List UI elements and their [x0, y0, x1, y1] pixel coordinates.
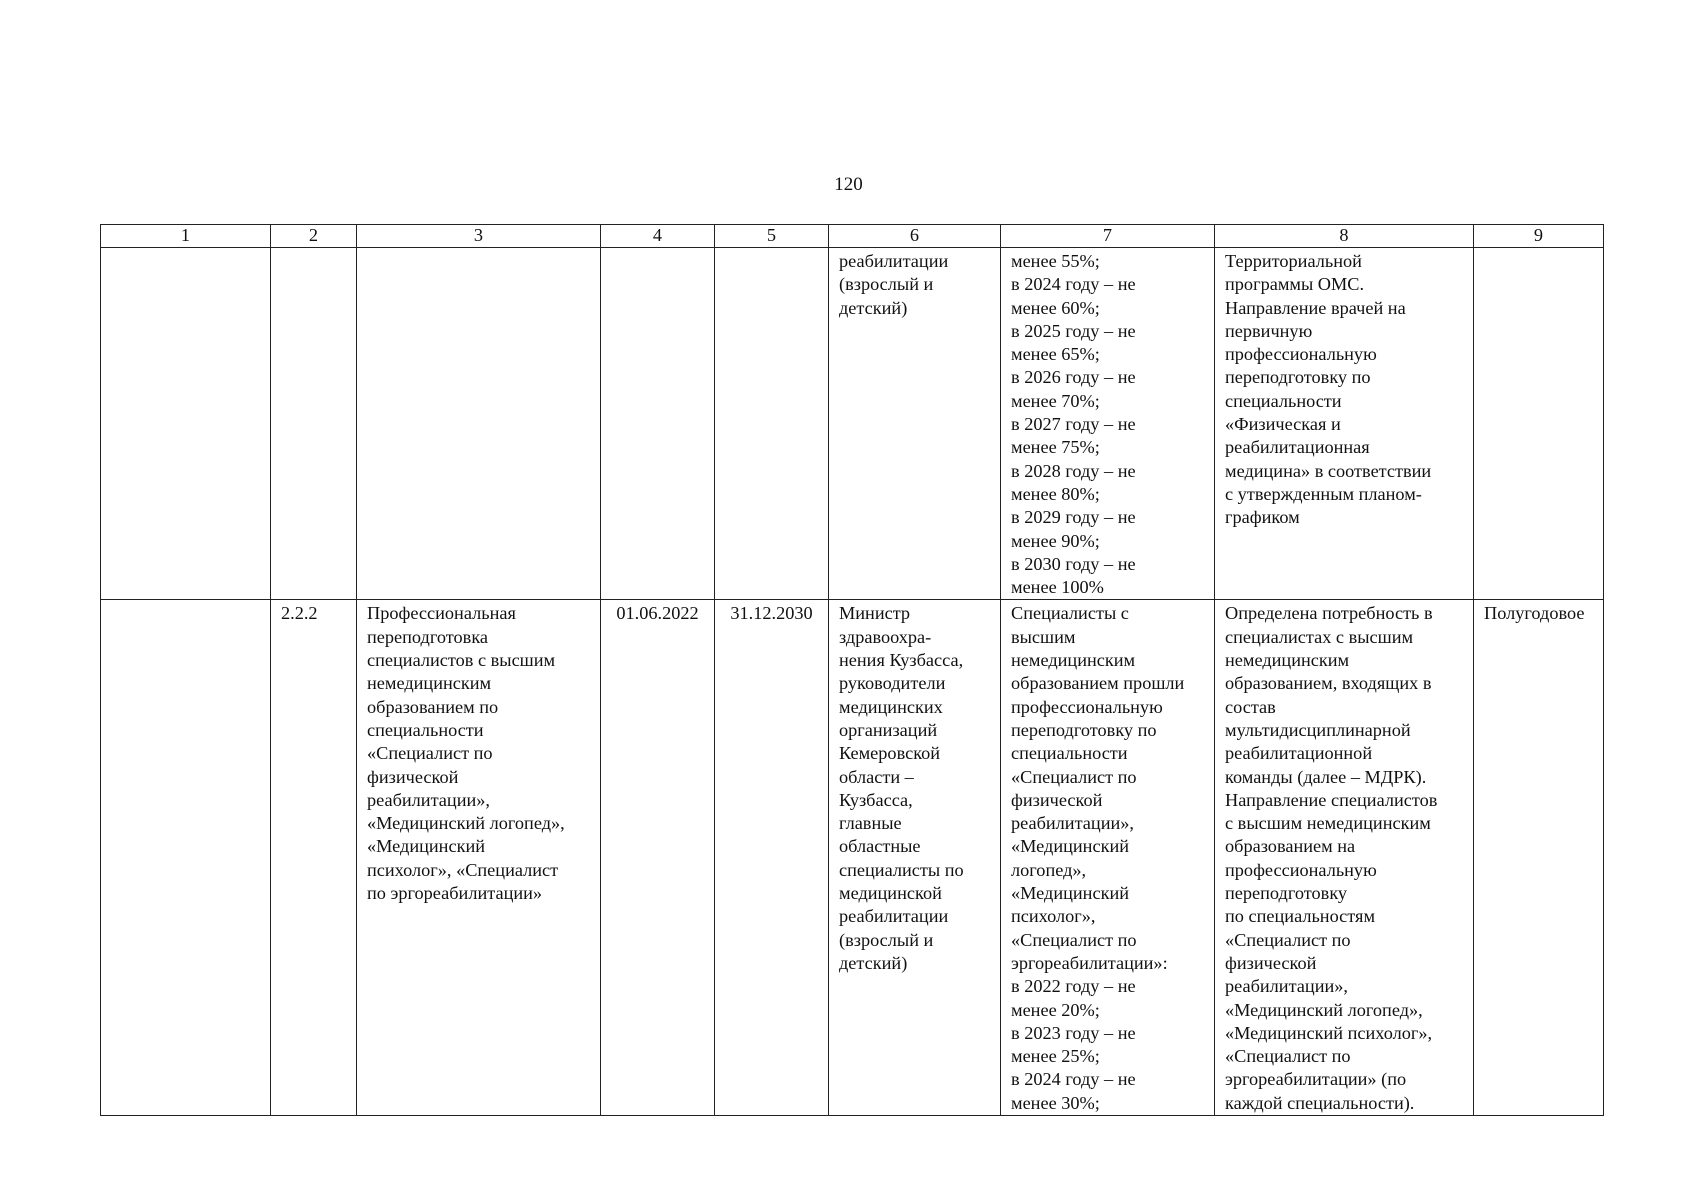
cell-text-line: области –: [839, 766, 914, 787]
cell-text-line: Профессиональная: [367, 603, 516, 624]
cell-text-line: Министр: [839, 603, 911, 624]
cell-text-line: «Специалист по: [1225, 929, 1351, 950]
cell-text-line: физической: [367, 766, 459, 787]
cell-text-line: «Медицинский: [1011, 883, 1130, 904]
cell-text-line: образованием, входящих в: [1225, 673, 1432, 694]
cell-text-line: менее 20%;: [1011, 999, 1100, 1020]
cell-text-line: реабилитации»,: [367, 789, 490, 810]
cell-end-date: 31.12.2030: [715, 600, 829, 1116]
cell-text-line: в 2028 году – не: [1011, 460, 1136, 481]
cell-text-line: «Медицинский: [367, 836, 486, 857]
cell-text-line: реабилитации: [839, 906, 949, 927]
cell-text-line: «Физическая и: [1225, 414, 1341, 435]
cell-text-line: профессиональную: [1225, 344, 1377, 365]
header-cell-7: 7: [1001, 225, 1215, 248]
cell-reporting: Полугодовое: [1474, 600, 1604, 1116]
cell-text-line: менее 70%;: [1011, 390, 1100, 411]
cell-text-line: реабилитационная: [1225, 437, 1370, 458]
cell-text-line: медицина» в соответствии: [1225, 460, 1432, 481]
cell-text-line: «Специалист по: [1225, 1046, 1351, 1067]
table-row: [101, 248, 1604, 600]
cell-text-line: психолог»,: [1011, 906, 1096, 927]
cell-text-line: «Специалист по: [1011, 766, 1137, 787]
page-number: 120: [834, 174, 863, 195]
cell-text-line: специальности: [367, 719, 484, 740]
cell-text-line: в 2024 году – не: [1011, 1069, 1136, 1090]
cell-result: [1215, 248, 1474, 600]
cell-text-line: менее 100%: [1011, 577, 1104, 598]
cell-text-line: «Специалист по: [1011, 929, 1137, 950]
cell-col1: [101, 248, 271, 600]
cell-text-line: реабилитации»,: [1011, 813, 1134, 834]
cell-col1: [101, 600, 271, 1116]
cell-text-line: психолог», «Специалист: [367, 859, 559, 880]
cell-text-line: каждой специальности).: [1225, 1092, 1415, 1113]
cell-text-line: образованием на: [1225, 836, 1356, 857]
cell-text-line: в 2022 году – не: [1011, 976, 1136, 997]
cell-text-line: эргореабилитации» (по: [1225, 1069, 1407, 1090]
cell-text-line: в 2027 году – не: [1011, 414, 1136, 435]
cell-end-date: [715, 248, 829, 600]
header-cell-2: 2: [271, 225, 357, 248]
cell-text-line: команды (далее – МДРК).: [1225, 766, 1427, 787]
cell-text-line: менее 55%;: [1011, 251, 1100, 271]
cell-text-line: в 2024 году – не: [1011, 274, 1136, 295]
cell-text-line: Направление врачей на: [1225, 297, 1406, 318]
cell-start-date: [601, 248, 715, 600]
cell-reporting: [1474, 248, 1604, 600]
cell-text-line: «Специалист по: [367, 743, 493, 764]
cell-text-line: (взрослый и: [839, 929, 934, 950]
table-row: [101, 600, 1604, 1116]
cell-text-line: менее 25%;: [1011, 1046, 1100, 1067]
cell-indicator: [1001, 248, 1215, 600]
cell-indicator: [1001, 600, 1215, 1116]
cell-text-line: по эргореабилитации»: [367, 883, 543, 904]
cell-text-line: медицинской: [839, 883, 942, 904]
cell-text-line: образованием по: [367, 696, 499, 717]
cell-text-line: эргореабилитации»:: [1011, 952, 1168, 973]
cell-text-line: «Медицинский: [1011, 836, 1130, 857]
cell-text-line: менее 30%;: [1011, 1092, 1100, 1113]
cell-text-line: Кемеровской: [839, 743, 941, 764]
cell-text-line: немедицинским: [367, 673, 492, 694]
cell-text-line: руководители: [839, 673, 946, 694]
cell-text-line: образованием прошли: [1011, 673, 1185, 694]
cell-start-date: 01.06.2022: [601, 600, 715, 1116]
cell-text-line: в 2023 году – не: [1011, 1022, 1136, 1043]
cell-text-line: (взрослый и: [839, 274, 934, 295]
cell-text-line: физической: [1011, 789, 1103, 810]
cell-activity: [357, 248, 601, 600]
header-cell-1: 1: [101, 225, 271, 248]
cell-text-line: переподготовка: [367, 626, 489, 647]
cell-text-line: специалистов с высшим: [367, 650, 556, 671]
cell-text-line: высшим: [1011, 626, 1076, 647]
cell-text-line: Определена потребность в: [1225, 603, 1433, 624]
cell-text-line: с утвержденным планом-: [1225, 483, 1422, 504]
cell-text-line: в 2026 году – не: [1011, 367, 1136, 388]
cell-text-line: специалисты по: [839, 859, 964, 880]
cell-text-line: медицинских: [839, 696, 943, 717]
cell-text-line: организаций: [839, 719, 938, 740]
plan-table: [100, 224, 1604, 1116]
cell-text-line: переподготовку по: [1225, 367, 1371, 388]
cell-responsible: [829, 248, 1001, 600]
cell-text-line: по специальностям: [1225, 906, 1376, 927]
cell-text-line: детский): [839, 952, 908, 973]
cell-item-number: 2.2.2: [271, 600, 357, 1116]
cell-result: [1215, 600, 1474, 1116]
cell-text-line: «Медицинский логопед»,: [1225, 999, 1423, 1020]
cell-text-line: с высшим немедицинским: [1225, 813, 1431, 834]
cell-text-line: переподготовку по: [1011, 719, 1157, 740]
cell-text-line: реабилитации»,: [1225, 976, 1348, 997]
cell-text-line: немедицинским: [1011, 650, 1136, 671]
cell-item-number: [271, 248, 357, 600]
cell-text-line: главные: [839, 813, 902, 834]
cell-text-line: Направление специалистов: [1225, 789, 1438, 810]
cell-text-line: в 2025 году – не: [1011, 320, 1136, 341]
cell-text-line: менее 65%;: [1011, 344, 1100, 365]
cell-text-line: программы ОМС.: [1225, 274, 1365, 295]
cell-text-line: мультидисциплинарной: [1225, 719, 1411, 740]
cell-text-line: «Медицинский логопед»,: [367, 813, 565, 834]
cell-text-line: реабилитационной: [1225, 743, 1373, 764]
header-cell-9: 9: [1474, 225, 1604, 248]
cell-text-line: менее 90%;: [1011, 530, 1100, 551]
cell-text-line: профессиональную: [1011, 696, 1163, 717]
header-cell-3: 3: [357, 225, 601, 248]
cell-text-line: менее 80%;: [1011, 483, 1100, 504]
cell-text-line: физической: [1225, 952, 1317, 973]
cell-text-line: областные: [839, 836, 921, 857]
cell-text-line: графиком: [1225, 507, 1300, 528]
cell-text-line: здравоохра-: [839, 626, 932, 647]
cell-text-line: специалистах с высшим: [1225, 626, 1414, 647]
cell-text-line: детский): [839, 297, 908, 318]
cell-text-line: в 2029 году – не: [1011, 507, 1136, 528]
cell-text-line: специальности: [1225, 390, 1342, 411]
cell-text-line: нения Кузбасса,: [839, 650, 964, 671]
cell-activity: [357, 600, 601, 1116]
cell-text-line: профессиональную: [1225, 859, 1377, 880]
header-cell-6: 6: [829, 225, 1001, 248]
cell-text-line: реабилитации: [839, 251, 949, 271]
cell-text-line: первичную: [1225, 320, 1313, 341]
header-cell-8: 8: [1215, 225, 1474, 248]
cell-text-line: состав: [1225, 696, 1276, 717]
cell-text-line: «Медицинский психолог»,: [1225, 1022, 1433, 1043]
cell-text-line: специальности: [1011, 743, 1128, 764]
cell-text-line: Кузбасса,: [839, 789, 913, 810]
cell-text-line: переподготовку: [1225, 883, 1348, 904]
header-row: [101, 225, 1604, 248]
cell-text-line: немедицинским: [1225, 650, 1350, 671]
cell-text-line: в 2030 году – не: [1011, 553, 1136, 574]
cell-text-line: менее 75%;: [1011, 437, 1100, 458]
cell-text-line: менее 60%;: [1011, 297, 1100, 318]
header-cell-4: 4: [601, 225, 715, 248]
cell-text-line: Специалисты с: [1011, 603, 1129, 624]
header-cell-5: 5: [715, 225, 829, 248]
cell-text-line: Территориальной: [1225, 251, 1362, 271]
cell-text-line: логопед»,: [1011, 859, 1087, 880]
cell-responsible: [829, 600, 1001, 1116]
